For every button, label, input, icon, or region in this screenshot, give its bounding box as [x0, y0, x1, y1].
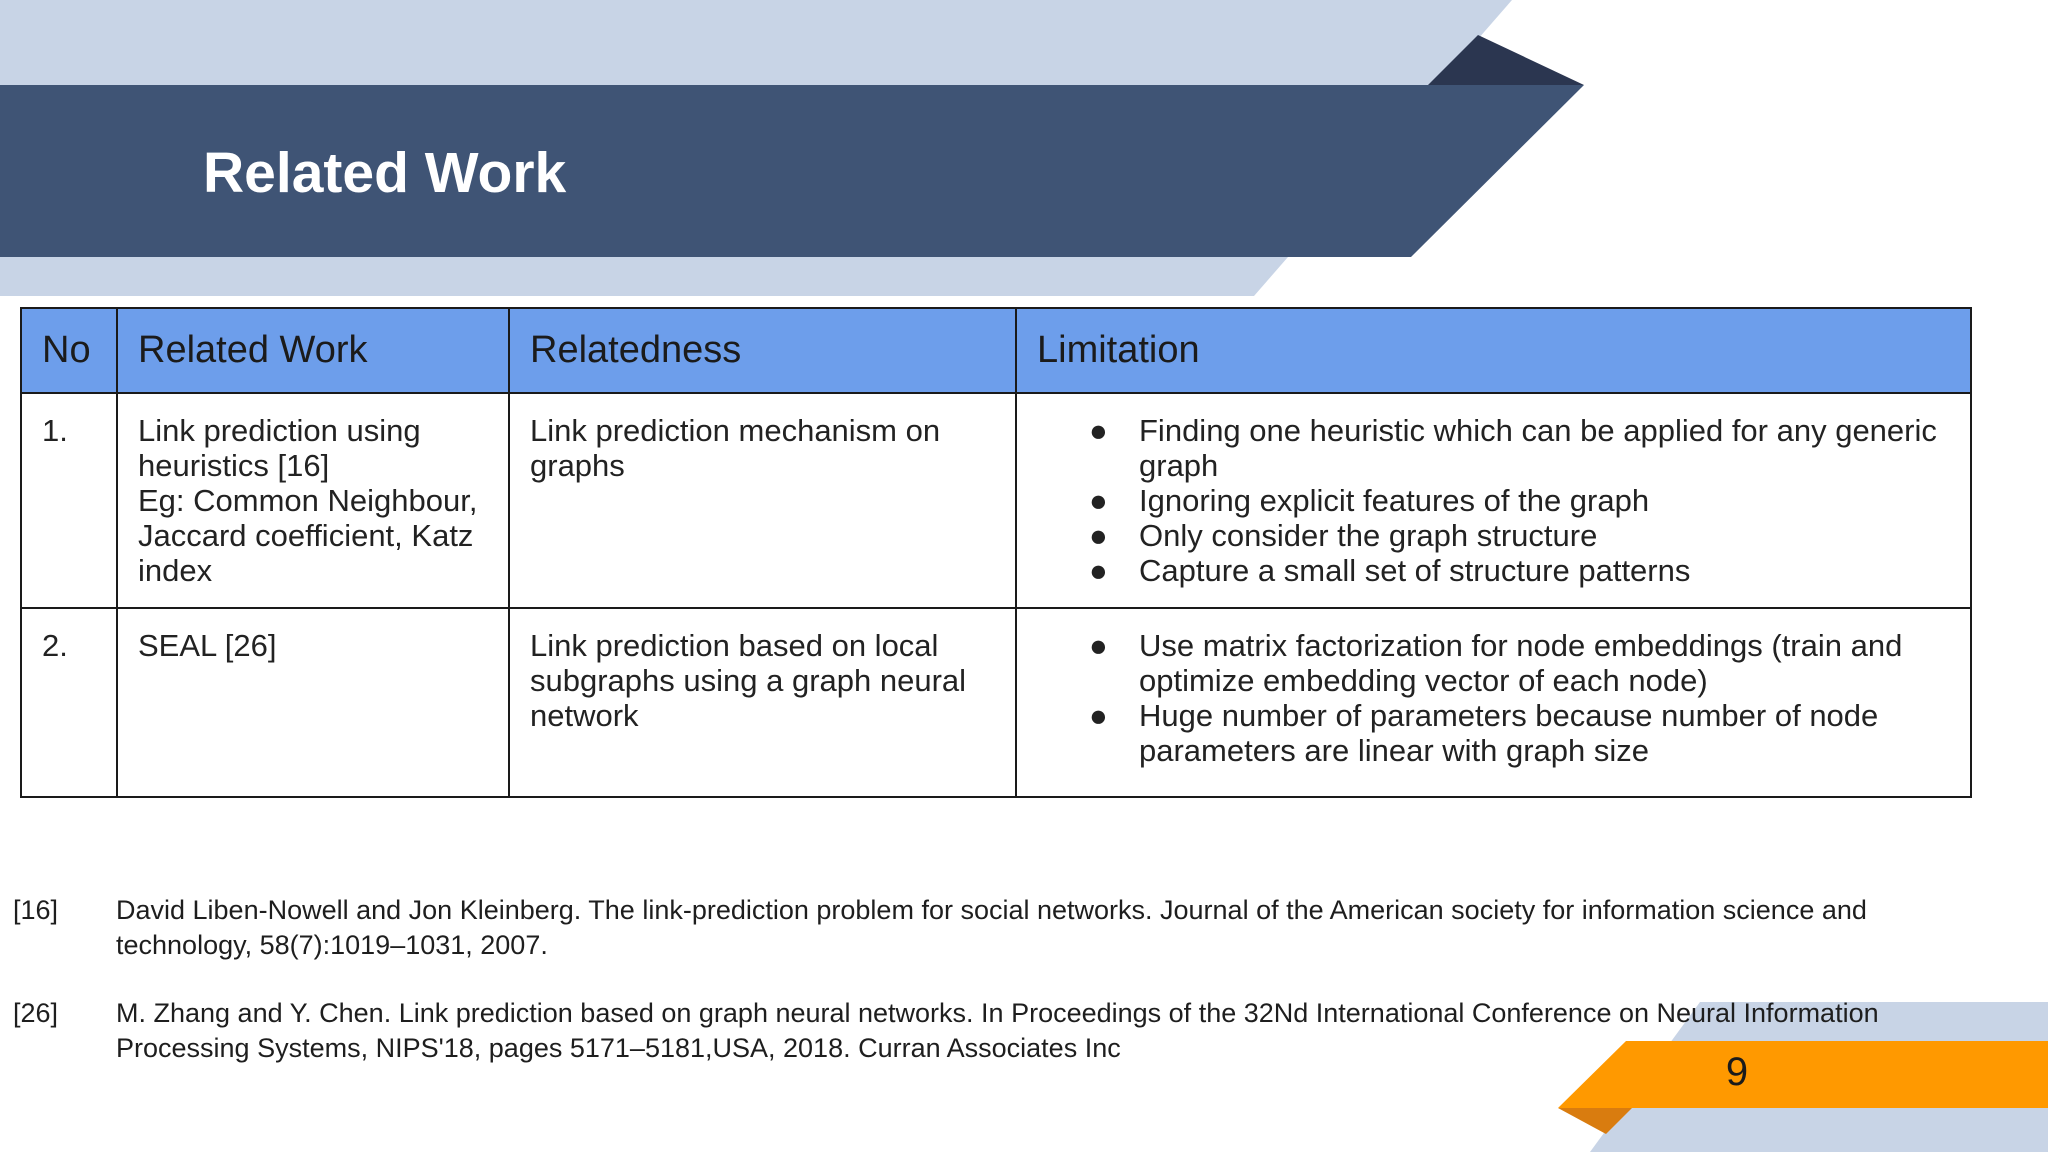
cell-relatedness: Link prediction mechanism on graphs	[509, 393, 1016, 608]
bullet-icon: ●	[1089, 518, 1108, 553]
related-work-line: Eg: Common Neighbour, Jaccard coefficient, Katz index	[138, 483, 478, 588]
limitation-item	[1037, 483, 1950, 518]
table-header-row	[21, 308, 1971, 393]
limitation-item	[1037, 698, 1950, 768]
header-no: No	[21, 308, 117, 393]
limitation-list	[1037, 413, 1950, 588]
limitation-text: Use matrix factorization for node embeddings (train and optimize embedding vector of each node)	[1139, 628, 1903, 698]
header-related-work: Related Work	[117, 308, 509, 393]
cell-limitation	[1016, 608, 1971, 797]
limitation-item	[1037, 628, 1950, 698]
reference-text: M. Zhang and Y. Chen. Link prediction based on graph neural networks. In Proceedings of the 32Nd International Conference on Neural Information Processing Systems, NIPS'18, pages 5171–5181,USA, 2018. Curran Associates Inc	[116, 998, 1879, 1063]
cell-related-work	[117, 608, 509, 797]
page-number: 9	[1725, 1050, 1749, 1094]
limitation-item	[1037, 413, 1950, 483]
header-limitation: Limitation	[1016, 308, 1971, 393]
references	[13, 893, 1973, 1099]
cell-relatedness: Link prediction based on local subgraphs using a graph neural network	[509, 608, 1016, 797]
table-row	[21, 393, 1971, 608]
reference-number: [16]	[13, 895, 59, 925]
limitation-item	[1037, 553, 1950, 588]
slide-title: Related Work	[203, 141, 567, 205]
cell-no: 1.	[21, 393, 117, 608]
limitation-text: Capture a small set of structure patterns	[1139, 553, 1691, 588]
cell-no: 2.	[21, 608, 117, 797]
limitation-text: Huge number of parameters because number of node parameters are linear with graph size	[1139, 698, 1879, 768]
bullet-icon: ●	[1089, 553, 1108, 588]
bullet-icon: ●	[1089, 628, 1108, 663]
cell-limitation	[1016, 393, 1971, 608]
reference-number: [26]	[13, 998, 59, 1028]
limitation-text: Only consider the graph structure	[1139, 518, 1598, 553]
limitation-item	[1037, 518, 1950, 553]
limitation-text: Finding one heuristic which can be applied for any generic graph	[1139, 413, 1937, 483]
bullet-icon: ●	[1089, 413, 1108, 448]
related-work-line: SEAL [26]	[138, 628, 277, 663]
limitation-list	[1037, 628, 1950, 768]
table-row	[21, 608, 1971, 797]
cell-related-work	[117, 393, 509, 608]
reference-item	[13, 893, 1973, 963]
related-work-table	[20, 307, 1972, 798]
header-relatedness: Relatedness	[509, 308, 1016, 393]
reference-item	[13, 996, 1973, 1066]
limitation-text: Ignoring explicit features of the graph	[1139, 483, 1650, 518]
reference-text: David Liben-Nowell and Jon Kleinberg. The link-prediction problem for social networks. Journal of the American society for information science and technology, 58(7):1019–1031, 2007.	[116, 895, 1867, 960]
related-work-line: Link prediction using heuristics [16]	[138, 413, 421, 483]
bullet-icon: ●	[1089, 698, 1108, 733]
bullet-icon: ●	[1089, 483, 1108, 518]
